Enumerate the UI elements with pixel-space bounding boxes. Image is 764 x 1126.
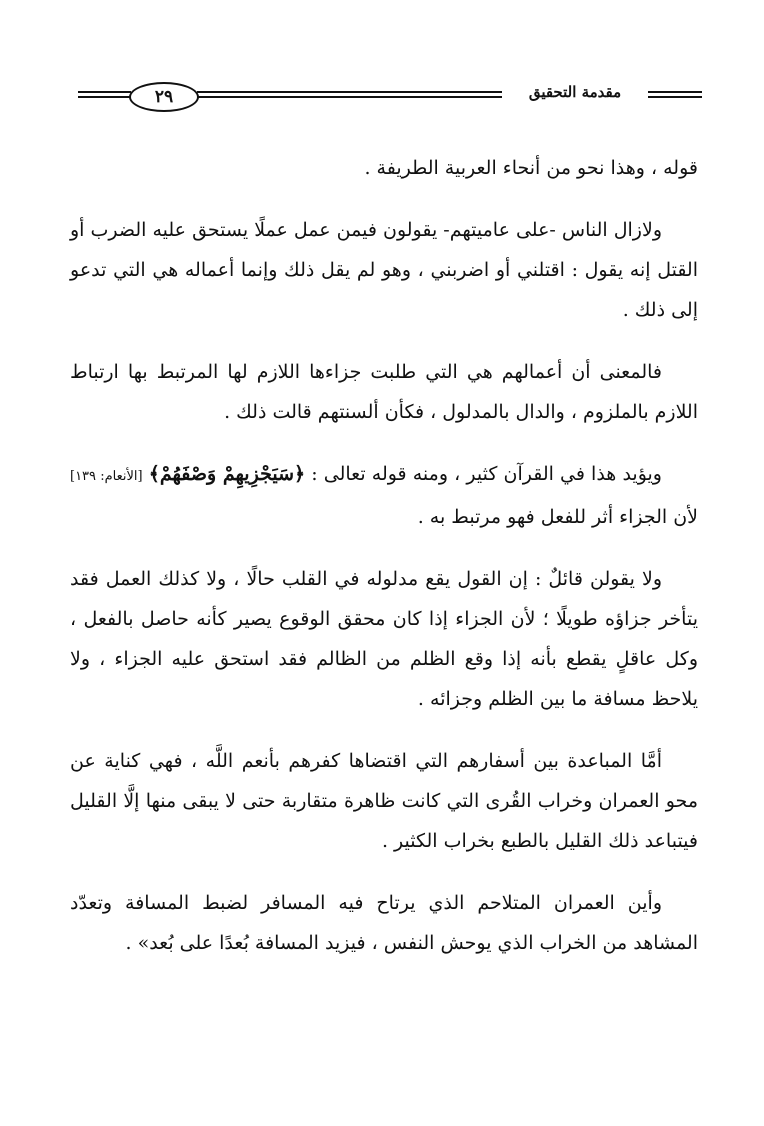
paragraph-3: فالمعنى أن أعمالهم هي التي طلبت جزاءها اللازم لها المرتبط بها ارتباط اللازم بالملزوم ، والدال بالمدلول ، فكأن ألسنتهم قالت ذلك .: [70, 361, 698, 423]
header-rule-right-top: [648, 91, 702, 93]
header-rule-left-top: [78, 91, 131, 93]
page-number: ٢٩: [129, 82, 199, 112]
paragraph-2: ولازال الناس -على عاميتهم- يقولون فيمن عمل عملًا يستحق عليه الضرب أو القتل إنه يقول : اقتلني أو اضربني ، وهو لم يقل ذلك وإنما أعماله هي التي تدعو إلى ذلك .: [70, 219, 698, 321]
running-header: [0, 0, 764, 130]
quran-verse: ﴿سَيَجْزِيهِمْ وَصْفَهُمْ﴾: [148, 463, 306, 485]
header-rule-left-bottom: [78, 96, 131, 98]
header-rule-middle-top: [197, 91, 502, 93]
paragraph-4-lead: ويؤيد هذا في القرآن كثير ، ومنه قوله تعالى :: [305, 463, 662, 485]
header-rule-middle-bottom: [197, 96, 502, 98]
header-rule-right-bottom: [648, 96, 702, 98]
header-title: مقدمة التحقيق: [528, 83, 622, 101]
paragraph-4: [70, 454, 698, 537]
verse-reference: [الأنعام: ١٣٩]: [70, 469, 143, 484]
paragraph-6: أمَّا المباعدة بين أسفارهم التي اقتضاها كفرهم بأنعم اللَّه ، فهي كناية عن محو العمران وخراب القُرى التي كانت ظاهرة متقاربة حتى لا يبقى منها إلَّا القليل فيتباعد ذلك القليل بالطبع بخراب الكثير .: [70, 750, 698, 852]
page-body: [70, 148, 698, 985]
paragraph-1: قوله ، وهذا نحو من أنحاء العربية الطريفة .: [364, 157, 698, 179]
paragraph-4-tail: لأن الجزاء أثر للفعل فهو مرتبط به .: [417, 506, 698, 528]
paragraph-7: وأين العمران المتلاحم الذي يرتاح فيه المسافر لضبط المسافة وتعدّد المشاهد من الخراب الذي يوحش النفس ، فيزيد المسافة بُعدًا على بُعد» .: [70, 892, 698, 954]
paragraph-5: ولا يقولن قائلٌ : إن القول يقع مدلوله في القلب حالًا ، ولا كذلك العمل فقد يتأخر جزاؤه طويلًا ؛ لأن الجزاء إذا كان محقق الوقوع يصير كأنه حاصل بالفعل ، وكل عاقلٍ يقطع بأنه إذا وقع الظلم من الظالم فقد استحق عليه الجزاء ، ولا يلاحظ مسافة ما بين الظلم وجزائه .: [70, 568, 698, 710]
